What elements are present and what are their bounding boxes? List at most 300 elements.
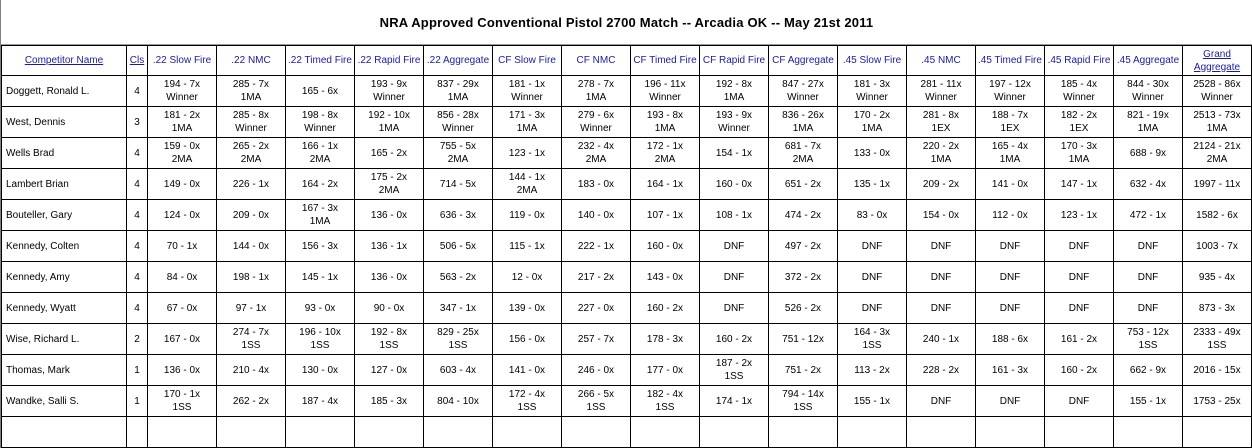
score-cell[interactable] bbox=[1114, 107, 1183, 138]
score-cell[interactable] bbox=[907, 386, 976, 417]
score-cell[interactable] bbox=[907, 231, 976, 262]
score-value: 177 - 0x bbox=[646, 364, 684, 376]
score-cell[interactable] bbox=[631, 231, 700, 262]
score-cell[interactable] bbox=[562, 231, 631, 262]
score-value: 113 - 2x bbox=[854, 364, 890, 376]
page-title: NRA Approved Conventional Pistol 2700 Match -- Arcadia OK -- May 21st 2011 bbox=[379, 14, 874, 30]
score-cell[interactable] bbox=[907, 169, 976, 200]
score-cell[interactable] bbox=[1045, 293, 1114, 324]
score-cell[interactable] bbox=[1183, 262, 1252, 293]
score-cell[interactable] bbox=[769, 107, 838, 138]
score-cell[interactable] bbox=[355, 107, 424, 138]
score-cell[interactable] bbox=[562, 262, 631, 293]
score-cell[interactable] bbox=[1183, 76, 1252, 107]
class-cell[interactable]: 4 bbox=[127, 262, 148, 293]
score-cell[interactable] bbox=[838, 355, 907, 386]
score-cell[interactable] bbox=[631, 169, 700, 200]
class-cell[interactable]: 4 bbox=[127, 293, 148, 324]
score-value: 266 - 5x bbox=[577, 389, 615, 400]
score-cell[interactable] bbox=[217, 200, 286, 231]
score-cell[interactable] bbox=[562, 200, 631, 231]
score-cell[interactable] bbox=[148, 231, 217, 262]
score-cell[interactable] bbox=[286, 417, 355, 448]
score-cell[interactable] bbox=[1045, 169, 1114, 200]
score-value: 285 - 8x bbox=[232, 110, 270, 121]
score-cell[interactable] bbox=[424, 138, 493, 169]
class-cell[interactable]: 2 bbox=[127, 324, 148, 355]
score-value: 2124 - 21x bbox=[1193, 141, 1241, 152]
score-cell[interactable] bbox=[838, 324, 907, 355]
score-cell[interactable] bbox=[1183, 200, 1252, 231]
column-header-label: CF Aggregate bbox=[772, 55, 834, 66]
column-header-label: CF Rapid Fire bbox=[702, 55, 766, 66]
score-cell[interactable] bbox=[1114, 386, 1183, 417]
score-cell[interactable] bbox=[286, 262, 355, 293]
score-value: 147 - 1x bbox=[1060, 178, 1098, 190]
score-cell[interactable] bbox=[493, 200, 562, 231]
score-value: 156 - 3x bbox=[301, 240, 339, 252]
score-cell[interactable] bbox=[976, 169, 1045, 200]
score-cell[interactable] bbox=[907, 293, 976, 324]
score-cell[interactable] bbox=[1183, 355, 1252, 386]
score-value: 155 - 1x bbox=[853, 395, 891, 407]
score-cell[interactable] bbox=[493, 386, 562, 417]
score-cell[interactable] bbox=[700, 386, 769, 417]
score-value: 183 - 0x bbox=[577, 178, 615, 190]
score-cell[interactable] bbox=[907, 107, 976, 138]
score-cell[interactable] bbox=[1114, 355, 1183, 386]
score-cell[interactable] bbox=[217, 231, 286, 262]
competitor-name-cell[interactable]: West, Dennis bbox=[2, 107, 127, 138]
score-cell[interactable] bbox=[355, 355, 424, 386]
score-value: DNF bbox=[999, 240, 1021, 252]
score-value: 193 - 8x bbox=[646, 110, 684, 121]
score-cell[interactable] bbox=[148, 324, 217, 355]
score-value: 196 - 10x bbox=[299, 327, 341, 338]
score-value: 1582 - 6x bbox=[1196, 209, 1238, 221]
score-value: DNF bbox=[723, 240, 745, 252]
score-cell[interactable] bbox=[907, 262, 976, 293]
score-cell[interactable] bbox=[1045, 107, 1114, 138]
award-label: 1SS bbox=[586, 402, 606, 413]
score-cell[interactable] bbox=[1114, 262, 1183, 293]
class-cell[interactable]: 4 bbox=[127, 231, 148, 262]
score-cell[interactable] bbox=[424, 355, 493, 386]
score-cell[interactable] bbox=[424, 386, 493, 417]
score-cell[interactable] bbox=[217, 169, 286, 200]
score-cell[interactable] bbox=[562, 293, 631, 324]
award-label: 2MA bbox=[516, 185, 538, 196]
score-cell[interactable] bbox=[217, 417, 286, 448]
score-cell[interactable] bbox=[148, 262, 217, 293]
score-cell[interactable] bbox=[700, 324, 769, 355]
score-cell[interactable] bbox=[424, 262, 493, 293]
score-cell[interactable] bbox=[631, 138, 700, 169]
competitor-name-cell[interactable]: Doggett, Ronald L. bbox=[2, 76, 127, 107]
score-cell[interactable] bbox=[286, 324, 355, 355]
score-cell[interactable] bbox=[424, 293, 493, 324]
score-cell[interactable] bbox=[286, 231, 355, 262]
score-cell[interactable] bbox=[1114, 324, 1183, 355]
score-value: 187 - 2x bbox=[715, 358, 753, 369]
score-cell[interactable] bbox=[631, 324, 700, 355]
score-cell[interactable] bbox=[976, 293, 1045, 324]
score-value: DNF bbox=[1137, 271, 1159, 283]
score-cell[interactable] bbox=[424, 324, 493, 355]
score-cell[interactable] bbox=[1045, 417, 1114, 448]
award-label: 1EX bbox=[1069, 123, 1089, 134]
class-cell[interactable] bbox=[127, 417, 148, 448]
score-cell[interactable] bbox=[424, 169, 493, 200]
results-table bbox=[1, 45, 1252, 448]
score-cell[interactable] bbox=[148, 417, 217, 448]
score-cell[interactable] bbox=[838, 231, 907, 262]
score-value: 632 - 4x bbox=[1129, 178, 1167, 190]
score-value: 139 - 0x bbox=[508, 302, 546, 314]
column-header bbox=[631, 46, 700, 76]
score-cell[interactable] bbox=[1183, 138, 1252, 169]
score-cell[interactable] bbox=[355, 293, 424, 324]
score-cell[interactable] bbox=[1114, 169, 1183, 200]
score-cell[interactable] bbox=[700, 200, 769, 231]
score-cell[interactable] bbox=[1045, 200, 1114, 231]
score-value: 188 - 7x bbox=[991, 110, 1029, 121]
score-cell[interactable] bbox=[769, 200, 838, 231]
score-cell[interactable] bbox=[631, 107, 700, 138]
score-cell[interactable] bbox=[1114, 76, 1183, 107]
award-label: 1EX bbox=[1000, 123, 1020, 134]
table-row bbox=[2, 231, 1252, 262]
score-cell[interactable] bbox=[148, 200, 217, 231]
score-cell[interactable] bbox=[355, 324, 424, 355]
score-cell[interactable] bbox=[1183, 386, 1252, 417]
score-cell[interactable] bbox=[631, 76, 700, 107]
score-cell[interactable] bbox=[838, 107, 907, 138]
score-cell[interactable] bbox=[355, 76, 424, 107]
score-cell[interactable] bbox=[769, 355, 838, 386]
score-cell[interactable] bbox=[976, 138, 1045, 169]
column-header[interactable] bbox=[2, 46, 127, 76]
score-cell[interactable] bbox=[976, 355, 1045, 386]
score-cell[interactable] bbox=[493, 293, 562, 324]
score-cell[interactable] bbox=[355, 262, 424, 293]
score-value: 172 - 4x bbox=[508, 389, 546, 400]
score-cell[interactable] bbox=[148, 355, 217, 386]
score-cell[interactable] bbox=[700, 138, 769, 169]
score-value: DNF bbox=[930, 271, 952, 283]
score-cell[interactable] bbox=[1114, 293, 1183, 324]
score-cell[interactable] bbox=[907, 324, 976, 355]
score-cell[interactable] bbox=[700, 107, 769, 138]
score-cell[interactable] bbox=[217, 386, 286, 417]
score-cell[interactable] bbox=[838, 293, 907, 324]
class-cell[interactable]: 3 bbox=[127, 107, 148, 138]
award-label: 1SS bbox=[241, 340, 261, 351]
score-value: 274 - 7x bbox=[232, 327, 270, 338]
score-cell[interactable] bbox=[1045, 324, 1114, 355]
award-label: 1MA bbox=[447, 92, 469, 103]
score-cell[interactable] bbox=[1183, 169, 1252, 200]
score-cell[interactable] bbox=[286, 107, 355, 138]
score-cell[interactable] bbox=[769, 138, 838, 169]
score-value: 192 - 10x bbox=[368, 110, 410, 121]
score-cell[interactable] bbox=[286, 76, 355, 107]
score-value: 198 - 1x bbox=[232, 271, 270, 283]
score-cell[interactable] bbox=[907, 355, 976, 386]
competitor-name-cell[interactable]: Kennedy, Colten bbox=[2, 231, 127, 262]
score-value: 115 - 1x bbox=[509, 240, 545, 252]
score-cell[interactable] bbox=[1114, 417, 1183, 448]
score-value: 192 - 8x bbox=[370, 327, 408, 338]
score-cell[interactable] bbox=[562, 324, 631, 355]
score-cell[interactable] bbox=[631, 262, 700, 293]
competitor-name-cell[interactable] bbox=[2, 417, 127, 448]
score-cell[interactable] bbox=[976, 386, 1045, 417]
score-value: 144 - 0x bbox=[232, 240, 270, 252]
score-cell[interactable] bbox=[493, 417, 562, 448]
award-label: 1SS bbox=[172, 402, 192, 413]
class-cell[interactable]: 4 bbox=[127, 76, 148, 107]
score-cell[interactable] bbox=[148, 107, 217, 138]
score-value: 217 - 2x bbox=[577, 271, 615, 283]
column-header-label: .22 Timed Fire bbox=[288, 55, 352, 66]
score-cell[interactable] bbox=[907, 138, 976, 169]
class-cell[interactable]: 1 bbox=[127, 386, 148, 417]
column-header-label: .22 Rapid Fire bbox=[357, 55, 421, 66]
score-cell[interactable] bbox=[907, 76, 976, 107]
score-cell[interactable] bbox=[355, 138, 424, 169]
score-cell[interactable] bbox=[286, 386, 355, 417]
score-cell[interactable] bbox=[424, 200, 493, 231]
score-cell[interactable] bbox=[148, 386, 217, 417]
score-cell[interactable] bbox=[1183, 417, 1252, 448]
score-cell[interactable] bbox=[148, 293, 217, 324]
score-cell[interactable] bbox=[286, 293, 355, 324]
score-cell[interactable] bbox=[700, 293, 769, 324]
score-cell[interactable] bbox=[562, 76, 631, 107]
score-cell[interactable] bbox=[1183, 107, 1252, 138]
score-cell[interactable] bbox=[700, 169, 769, 200]
class-cell[interactable]: 4 bbox=[127, 169, 148, 200]
score-cell[interactable] bbox=[217, 262, 286, 293]
class-cell[interactable]: 4 bbox=[127, 200, 148, 231]
score-cell[interactable] bbox=[286, 138, 355, 169]
score-cell[interactable] bbox=[1183, 324, 1252, 355]
score-value: 164 - 2x bbox=[301, 178, 339, 190]
class-cell[interactable]: 4 bbox=[127, 138, 148, 169]
score-cell[interactable] bbox=[217, 355, 286, 386]
column-header bbox=[217, 46, 286, 76]
score-cell[interactable] bbox=[769, 262, 838, 293]
score-cell[interactable] bbox=[838, 76, 907, 107]
score-cell[interactable] bbox=[286, 355, 355, 386]
award-label: 1MA bbox=[792, 123, 814, 134]
score-cell[interactable] bbox=[148, 169, 217, 200]
score-cell[interactable] bbox=[217, 138, 286, 169]
score-cell[interactable] bbox=[1045, 138, 1114, 169]
score-cell[interactable] bbox=[562, 169, 631, 200]
score-cell[interactable] bbox=[769, 169, 838, 200]
score-cell[interactable] bbox=[907, 200, 976, 231]
award-label: Winner bbox=[1201, 92, 1233, 103]
score-cell[interactable] bbox=[148, 138, 217, 169]
column-header[interactable] bbox=[127, 46, 148, 76]
score-cell[interactable] bbox=[769, 231, 838, 262]
score-cell[interactable] bbox=[355, 200, 424, 231]
score-cell[interactable] bbox=[493, 324, 562, 355]
score-value: 2333 - 49x bbox=[1193, 327, 1241, 338]
score-value: 90 - 0x bbox=[373, 302, 405, 314]
score-cell[interactable] bbox=[562, 386, 631, 417]
score-value: 164 - 3x bbox=[853, 327, 891, 338]
score-cell[interactable] bbox=[1045, 76, 1114, 107]
score-value: 145 - 1x bbox=[301, 271, 339, 283]
score-cell[interactable] bbox=[424, 231, 493, 262]
score-cell[interactable] bbox=[493, 169, 562, 200]
score-value: 193 - 9x bbox=[715, 110, 753, 121]
column-header bbox=[355, 46, 424, 76]
table-row bbox=[2, 200, 1252, 231]
score-value: 182 - 2x bbox=[1060, 110, 1098, 121]
competitor-name-cell[interactable]: Thomas, Mark bbox=[2, 355, 127, 386]
award-label: 1SS bbox=[379, 340, 399, 351]
score-value: 526 - 2x bbox=[784, 302, 822, 314]
column-header bbox=[1045, 46, 1114, 76]
score-cell[interactable] bbox=[217, 293, 286, 324]
score-cell[interactable] bbox=[631, 386, 700, 417]
score-cell[interactable] bbox=[1114, 138, 1183, 169]
score-value: 563 - 2x bbox=[439, 271, 477, 283]
award-label: Winner bbox=[511, 92, 543, 103]
score-cell[interactable] bbox=[700, 355, 769, 386]
score-cell[interactable] bbox=[976, 417, 1045, 448]
competitor-name-cell[interactable]: Wandke, Salli S. bbox=[2, 386, 127, 417]
score-cell[interactable] bbox=[355, 169, 424, 200]
competitor-name-cell[interactable]: Kennedy, Amy bbox=[2, 262, 127, 293]
score-cell[interactable] bbox=[493, 138, 562, 169]
score-value: 227 - 0x bbox=[577, 302, 615, 314]
competitor-name-cell[interactable]: Kennedy, Wyatt bbox=[2, 293, 127, 324]
score-value: 222 - 1x bbox=[577, 240, 615, 252]
score-cell[interactable] bbox=[769, 293, 838, 324]
competitor-name-cell[interactable]: Lambert Brian bbox=[2, 169, 127, 200]
score-value: 240 - 1x bbox=[922, 333, 960, 345]
score-cell[interactable] bbox=[562, 107, 631, 138]
score-cell[interactable] bbox=[1045, 386, 1114, 417]
score-cell[interactable] bbox=[700, 262, 769, 293]
column-header bbox=[769, 46, 838, 76]
score-cell[interactable] bbox=[217, 107, 286, 138]
score-value: 182 - 4x bbox=[646, 389, 684, 400]
score-cell[interactable] bbox=[424, 76, 493, 107]
score-cell[interactable] bbox=[424, 417, 493, 448]
award-label: 1SS bbox=[1138, 340, 1158, 351]
score-cell[interactable] bbox=[838, 417, 907, 448]
score-cell[interactable] bbox=[493, 262, 562, 293]
score-cell[interactable] bbox=[1183, 293, 1252, 324]
competitor-name-cell[interactable]: Wise, Richard L. bbox=[2, 324, 127, 355]
score-value: 93 - 0x bbox=[304, 302, 336, 314]
score-cell[interactable] bbox=[700, 417, 769, 448]
score-cell[interactable] bbox=[838, 386, 907, 417]
score-cell[interactable] bbox=[838, 200, 907, 231]
score-cell[interactable] bbox=[700, 76, 769, 107]
score-cell[interactable] bbox=[1045, 355, 1114, 386]
score-cell[interactable] bbox=[286, 200, 355, 231]
table-row bbox=[2, 107, 1252, 138]
score-cell[interactable] bbox=[976, 324, 1045, 355]
score-cell[interactable] bbox=[217, 324, 286, 355]
competitor-name-cell[interactable]: Bouteller, Gary bbox=[2, 200, 127, 231]
score-cell[interactable] bbox=[562, 138, 631, 169]
score-value: 160 - 2x bbox=[715, 333, 753, 345]
column-header-label: .45 Timed Fire bbox=[978, 55, 1042, 66]
score-value: 167 - 3x bbox=[301, 203, 339, 214]
score-cell[interactable] bbox=[1114, 231, 1183, 262]
score-cell[interactable] bbox=[148, 76, 217, 107]
award-label: 1SS bbox=[448, 340, 468, 351]
score-cell[interactable] bbox=[493, 76, 562, 107]
score-cell[interactable] bbox=[493, 231, 562, 262]
score-value: 123 - 1x bbox=[1060, 209, 1098, 221]
column-header-label: Cls bbox=[129, 55, 145, 66]
score-cell[interactable] bbox=[631, 293, 700, 324]
score-cell[interactable] bbox=[838, 262, 907, 293]
score-cell[interactable] bbox=[838, 169, 907, 200]
competitor-name-cell[interactable]: Wells Brad bbox=[2, 138, 127, 169]
score-value: 136 - 0x bbox=[370, 271, 408, 283]
score-cell[interactable] bbox=[769, 386, 838, 417]
score-value: DNF bbox=[930, 395, 952, 407]
score-cell[interactable] bbox=[286, 169, 355, 200]
score-cell[interactable] bbox=[976, 107, 1045, 138]
class-cell[interactable]: 1 bbox=[127, 355, 148, 386]
score-cell[interactable] bbox=[1045, 231, 1114, 262]
score-cell[interactable] bbox=[631, 355, 700, 386]
score-cell[interactable] bbox=[907, 417, 976, 448]
column-header bbox=[700, 46, 769, 76]
score-cell[interactable] bbox=[631, 200, 700, 231]
score-value: 181 - 3x bbox=[853, 79, 891, 90]
score-cell[interactable] bbox=[976, 200, 1045, 231]
score-cell[interactable] bbox=[769, 76, 838, 107]
award-label: Winner bbox=[718, 123, 750, 134]
score-cell[interactable] bbox=[976, 262, 1045, 293]
score-cell[interactable] bbox=[1114, 200, 1183, 231]
score-cell[interactable] bbox=[838, 138, 907, 169]
score-cell[interactable] bbox=[493, 107, 562, 138]
score-cell[interactable] bbox=[769, 324, 838, 355]
score-cell[interactable] bbox=[355, 231, 424, 262]
score-cell[interactable] bbox=[976, 231, 1045, 262]
score-cell[interactable] bbox=[355, 386, 424, 417]
score-value: 2513 - 73x bbox=[1193, 110, 1241, 121]
score-cell[interactable] bbox=[217, 76, 286, 107]
score-cell[interactable] bbox=[1045, 262, 1114, 293]
score-cell[interactable] bbox=[700, 231, 769, 262]
score-cell[interactable] bbox=[493, 355, 562, 386]
score-cell[interactable] bbox=[769, 417, 838, 448]
score-cell[interactable] bbox=[355, 417, 424, 448]
score-cell[interactable] bbox=[562, 417, 631, 448]
score-cell[interactable] bbox=[424, 107, 493, 138]
score-value: 281 - 11x bbox=[920, 79, 962, 90]
score-cell[interactable] bbox=[1183, 231, 1252, 262]
score-cell[interactable] bbox=[976, 76, 1045, 107]
score-cell[interactable] bbox=[631, 417, 700, 448]
score-cell[interactable] bbox=[562, 355, 631, 386]
column-header[interactable] bbox=[1183, 46, 1252, 76]
